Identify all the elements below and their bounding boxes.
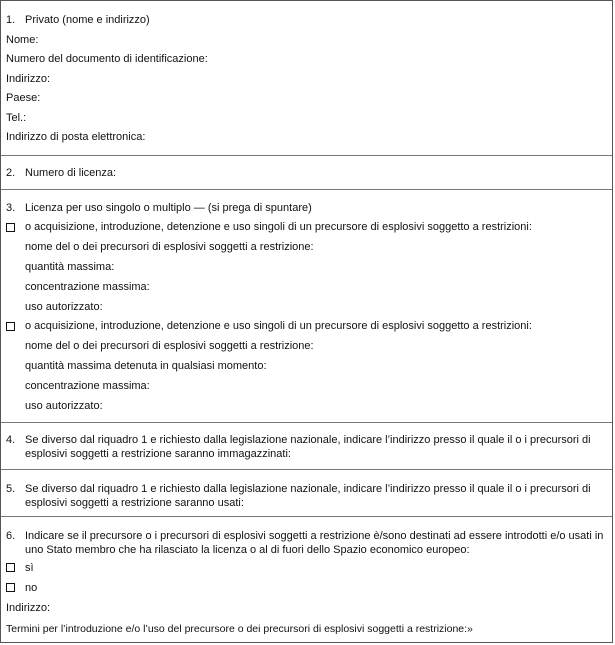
license-number-field[interactable]: Numero di licenza: [25,167,117,179]
section-2 [1,155,612,190]
single-precursor-name-field[interactable]: nome del o dei precursori di esplosivi soggetti a restrizione: [25,241,314,253]
yes-label: sì [25,562,34,574]
section-6-number: 6. [6,530,16,542]
introduction-terms-field[interactable]: Termini per l’introduzione e/o l’uso del precursore o dei precursori di esplosivi soggetti a restrizione:» [6,623,473,635]
multiple-precursor-name-field[interactable]: nome del o dei precursori di esplosivi soggetti a restrizione: [25,340,314,352]
section-4-number: 4. [6,434,16,446]
email-field[interactable]: Indirizzo di posta elettronica: [6,131,146,143]
section-2-number: 2. [6,167,16,179]
section-1-number: 1. [6,14,16,26]
section-3-title: Licenza per uso singolo o multiplo — (si prega di spuntare) [25,202,312,214]
section-1-title: Privato (nome e indirizzo) [25,14,150,26]
section-3-number: 3. [6,202,16,214]
multiple-use-checkbox[interactable] [6,322,15,331]
address-field[interactable]: Indirizzo: [6,73,51,85]
single-use-checkbox[interactable] [6,223,15,232]
section-5 [1,469,612,517]
single-authorized-use-field[interactable]: uso autorizzato: [25,301,103,313]
destination-address-field[interactable]: Indirizzo: [6,602,51,614]
phone-field[interactable]: Tel.: [6,112,27,124]
multiple-use-label: o acquisizione, introduzione, detenzione e uso singoli di un precursore di esplosivi soggetto a restrizioni: [25,320,532,332]
single-use-label: o acquisizione, introduzione, detenzione e uso singoli di un precursore di esplosivi soggetto a restrizioni: [25,221,532,233]
id-document-number-field[interactable]: Numero del documento di identificazione: [6,53,208,65]
section-6 [1,516,612,644]
use-address-instructions: Se diverso dal riquadro 1 e richiesto dalla legislazione nazionale, indicare l’indirizzo presso il quale il o i precursori di esplosivi soggetti a restrizione saranno usati: [25,483,591,509]
storage-address-instructions: Se diverso dal riquadro 1 e richiesto dalla legislazione nazionale, indicare l’indirizzo presso il quale il o i precursori di esplosivi soggetti a restrizione saranno immagazzinati: [25,434,591,460]
eea-destination-question: Indicare se il precursore o i precursori di esplosivi soggetti a restrizione è/sono destinati ad essere introdotti e/o usati in uno Stato membro che ha rilasciato la licenza o al di fuori dello Spazio economico europeo: [25,530,604,556]
no-label: no [25,582,38,594]
single-max-concentration-field[interactable]: concentrazione massima: [25,281,150,293]
single-max-quantity-field[interactable]: quantità massima: [25,261,115,273]
section-3 [1,189,612,423]
section-4 [1,422,612,470]
section-1 [1,1,612,156]
multiple-max-held-quantity-field[interactable]: quantità massima detenuta in qualsiasi momento: [25,360,267,372]
no-checkbox[interactable] [6,583,15,592]
yes-checkbox[interactable] [6,563,15,572]
country-field[interactable]: Paese: [6,92,41,104]
name-field[interactable]: Nome: [6,34,39,46]
section-5-number: 5. [6,483,16,495]
multiple-max-concentration-field[interactable]: concentrazione massima: [25,380,150,392]
multiple-authorized-use-field[interactable]: uso autorizzato: [25,400,103,412]
